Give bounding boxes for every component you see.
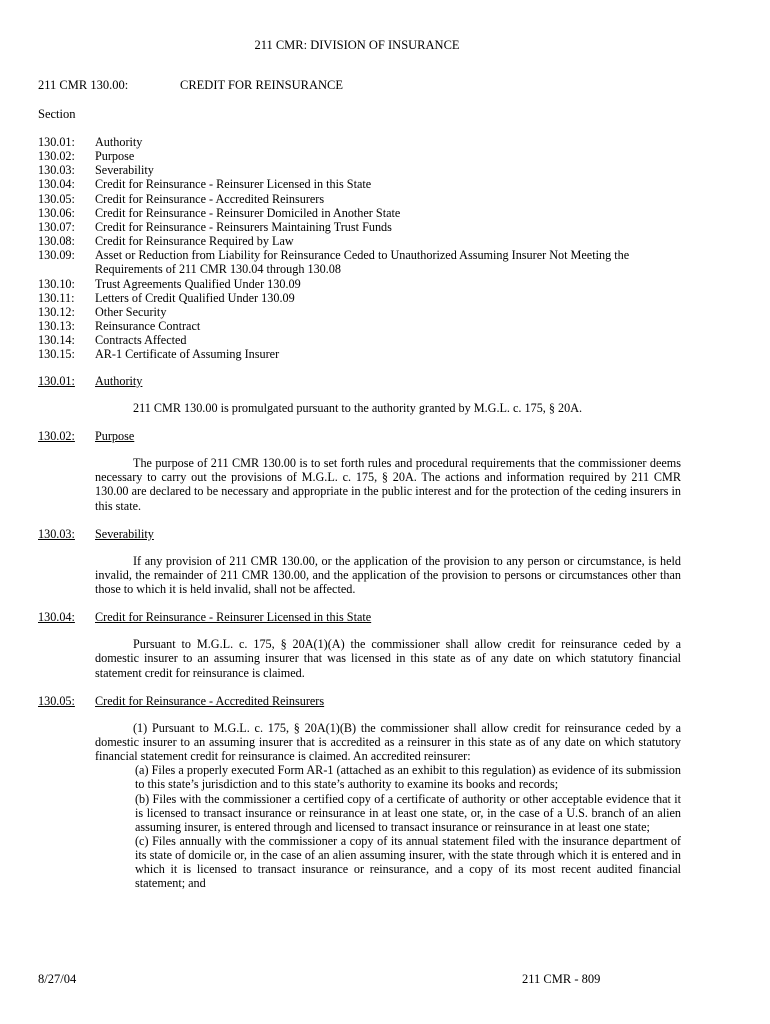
toc-item: 130.12: Other Security <box>38 304 167 319</box>
toc-item: 130.06: Credit for Reinsurance - Reinsurer Domiciled in Another State <box>38 205 401 220</box>
section-text-accredited-reinsurers: (1) Pursuant to M.G.L. c. 175, § 20A(1)(B) the commissioner shall allow credit for reinsurance ceded by a domestic insurer to an assuming insurer that is accredited as a reinsurer in this state as of any date on which statutory financial statement credit for reinsurance is claimed. An accredited reinsurer: <box>95 720 681 764</box>
toc-item: 130.09: Asset or Reduction from Liability for Reinsurance Ceded to Unauthorized Assuming Insurer Not Meeting the Requirements of 211 CMR 130.04 through 130.08 <box>38 248 630 277</box>
toc-item: 130.05: Credit for Reinsurance - Accredited Reinsurers <box>38 191 325 206</box>
toc-item: 130.15: AR-1 Certificate of Assuming Insurer <box>38 347 280 362</box>
section-text-purpose: The purpose of 211 CMR 130.00 is to set forth rules and procedural requirements that the commissioner deems necessary to carry out the provisions of M.G.L. c. 175, § 20A. The actions and information required by 211 CMR 130.00 are declared to be necessary and appropriate in the public interest and for the protection of the ceding insurers in this state. <box>95 456 681 513</box>
section-heading-accredited-reinsurers: 130.05: Credit for Reinsurance - Accredited Reinsurers <box>38 693 325 708</box>
toc-item: 130.07: Credit for Reinsurance - Reinsurers Maintaining Trust Funds <box>38 219 392 234</box>
page-header: 211 CMR: DIVISION OF INSURANCE <box>254 38 460 52</box>
section-heading-purpose: 130.02: Purpose <box>38 429 135 444</box>
toc-item: 130.03: Severability <box>38 163 154 178</box>
section-text-authority: 211 CMR 130.00 is promulgated pursuant to the authority granted by M.G.L. c. 175, § 20A. <box>133 401 583 415</box>
toc-item: 130.02: Purpose <box>38 149 135 164</box>
toc-item: 130.10: Trust Agreements Qualified Under 130.09 <box>38 276 301 291</box>
toc-item: 130.14: Contracts Affected <box>38 333 187 348</box>
toc-item: 130.11: Letters of Credit Qualified Under 130.09 <box>38 290 295 305</box>
toc-item: 130.13: Reinsurance Contract <box>38 319 201 334</box>
subsection-b: (b) Files with the commissioner a certified copy of a certificate of authority or other acceptable evidence that it is licensed to transact insurance or reinsurance in at least one state, or, in the case of a U.S. branch of an alien assuming insurer, is entered through and licensed to transact insurance or reinsurance in at least one state; <box>135 791 681 834</box>
section-label: Section <box>38 107 76 121</box>
table-of-contents <box>38 135 698 362</box>
section-text-licensed-reinsurer: Pursuant to M.G.L. c. 175, § 20A(1)(A) the commissioner shall allow credit for reinsurance ceded by a domestic insurer to an assuming insurer that was licensed in this state as of any date on which statutory financial statement credit for reinsurance is claimed. <box>95 637 681 680</box>
subsection-c: (c) Files annually with the commissioner a copy of its annual statement filed with the insurance department of its state of domicile or, in the case of an alien assuming insurer, with the state through which it is entered and in which it is licensed to transact insurance or reinsurance, and a copy of its most recent audited financial statement; and <box>135 833 681 891</box>
subsection-a: (a) Files a properly executed Form AR-1 (attached as an exhibit to this regulation) as evidence of its submission to this state’s jurisdiction and to this state’s authority to examine its books and records; <box>135 763 681 792</box>
toc-item: 130.04: Credit for Reinsurance - Reinsurer Licensed in this State <box>38 177 372 192</box>
chapter-heading <box>38 78 343 93</box>
toc-item: 130.01: Authority <box>38 135 143 149</box>
chapter-title: CREDIT FOR REINSURANCE <box>180 78 343 92</box>
footer-page-number: 211 CMR - 809 <box>522 972 601 986</box>
section-heading-licensed-reinsurer: 130.04: Credit for Reinsurance - Reinsurer Licensed in this State <box>38 610 372 625</box>
document-body <box>38 374 681 891</box>
section-text-severability: If any provision of 211 CMR 130.00, or the application of the provision to any person or circumstance, is held invalid, the remainder of 211 CMR 130.00, and the application of the provision to persons or circumstances other than those to which it is held invalid, shall not be affected. <box>95 553 681 597</box>
chapter-number: 211 CMR 130.00: <box>38 78 129 92</box>
section-heading-authority: 130.01: Authority <box>38 374 143 388</box>
footer-date: 8/27/04 <box>38 972 77 986</box>
section-heading-severability: 130.03: Severability <box>38 526 154 541</box>
toc-item: 130.08: Credit for Reinsurance Required by Law <box>38 234 294 249</box>
